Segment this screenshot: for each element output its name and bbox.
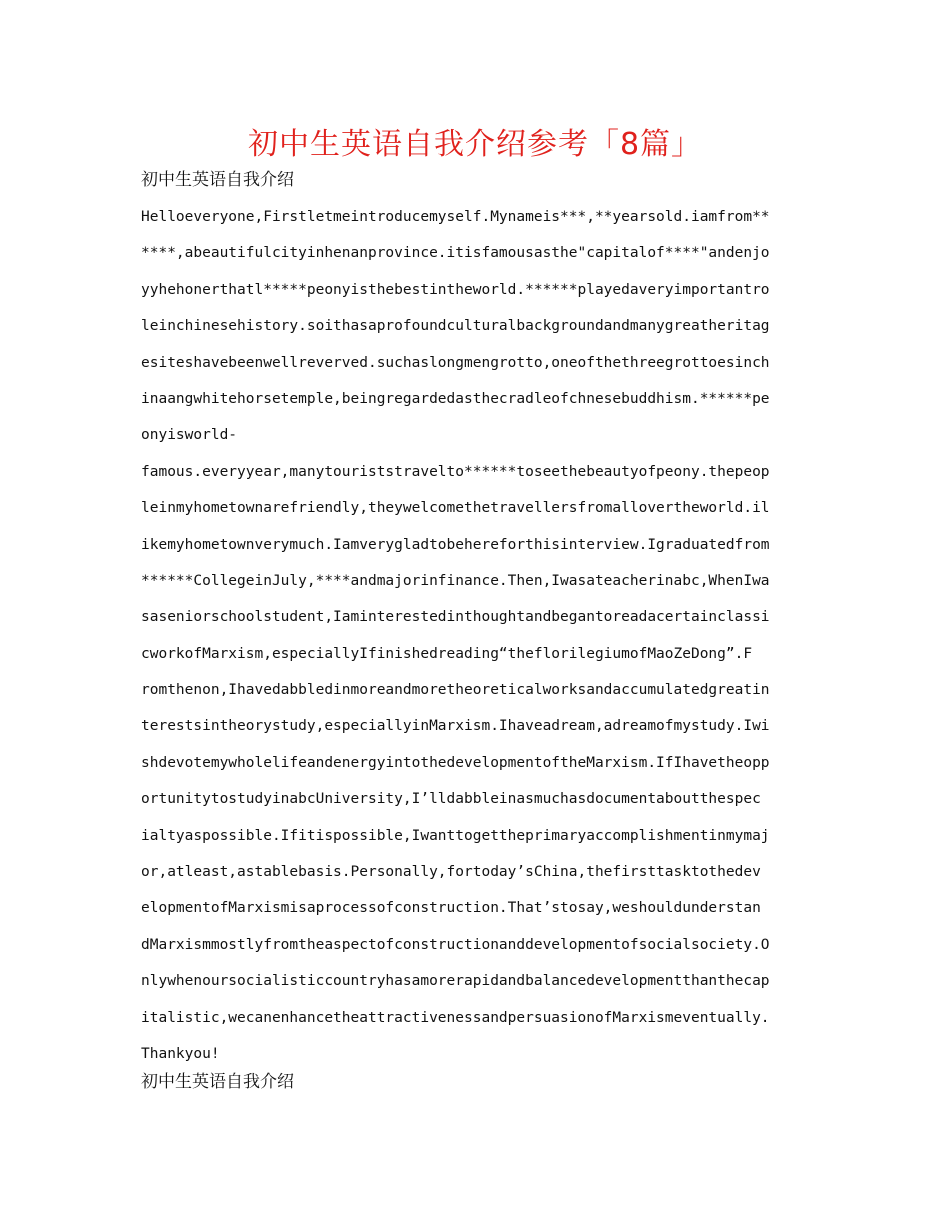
section-heading-repeat: 初中生英语自我介绍: [141, 1072, 294, 1092]
body-line: elopmentofMarxismisaprocessofconstruction.That’stosay,weshouldunderstan: [141, 900, 761, 917]
body-line: or,atleast,astablebasis.Personally,fortoday’sChina,thefirsttasktothedev: [141, 864, 761, 881]
body-line: romthenon,Ihavedabbledinmoreandmoretheoreticalworksandaccumulatedgreatin: [141, 682, 770, 699]
section-heading: 初中生英语自我介绍: [141, 170, 294, 190]
body-line: famous.everyyear,manytouriststravelto******toseethebeautyofpeony.thepeop: [141, 463, 770, 480]
body-line: dMarxismmostlyfromtheaspectofconstructionanddevelopmentofsocialsociety.O: [141, 936, 770, 953]
body-line: ortunitytostudyinabcUniversity,I’lldabbleinasmuchasdocumentaboutthespec: [141, 791, 761, 808]
body-line: shdevotemywholelifeandenergyintothedevelopmentoftheMarxism.IfIhavetheopp: [141, 754, 770, 771]
document-title: 初中生英语自我介绍参考「8篇」: [247, 127, 703, 162]
body-line: nlywhenoursocialisticcountryhasamorerapidandbalancedevelopmentthanthecap: [141, 973, 770, 990]
body-line: ialtyaspossible.Ifitispossible,Iwanttogettheprimaryaccomplishmentinmymaj: [141, 827, 770, 844]
body-line: terestsintheorystudy,especiallyinMarxism.Ihaveadream,adreamofmystudy.Iwi: [141, 718, 770, 735]
body-line: italistic,wecanenhancetheattractivenessandpersuasionofMarxismeventually.: [141, 1009, 770, 1026]
body-line: yyhehonerthatl*****peonyisthebestintheworld.******playedaveryimportantro: [141, 281, 770, 298]
body-line: ******CollegeinJuly,****andmajorinfinance.Then,Iwasateacherinabc,WhenIwa: [141, 572, 770, 589]
body-line: cworkofMarxism,especiallyIfinishedreading“theflorilegiumofMaoZeDong”.F: [141, 645, 753, 662]
body-line: saseniorschoolstudent,Iaminterestedinthoughtandbegantoreadacertainclassi: [141, 609, 770, 626]
body-line: ****,abeautifulcityinhenanprovince.itisfamousasthe"capitalof****"andenjo: [141, 245, 770, 262]
body-line: inaangwhitehorsetemple,beingregardedasthecradleofchnesebuddhism.******pe: [141, 390, 770, 407]
body-line: leinmyhometownarefriendly,theywelcomethetravellersfromallovertheworld.il: [141, 500, 770, 517]
body-line: ikemyhometownverymuch.Iamverygladtobehereforthisinterview.Igraduatedfrom: [141, 536, 770, 553]
body-paragraph: [141, 199, 813, 1072]
body-line: esiteshavebeenwellreverved.suchaslongmengrotto,oneofthethreegrottoesinch: [141, 354, 770, 371]
body-line: leinchinesehistory.soithasaprofoundculturalbackgroundandmanygreatheritag: [141, 318, 770, 335]
body-line: Thankyou!: [141, 1045, 220, 1062]
body-line: onyisworld-: [141, 427, 238, 444]
body-line: Helloeveryone,Firstletmeintroducemyself.Mynameis***,**yearsold.iamfrom**: [141, 209, 770, 225]
